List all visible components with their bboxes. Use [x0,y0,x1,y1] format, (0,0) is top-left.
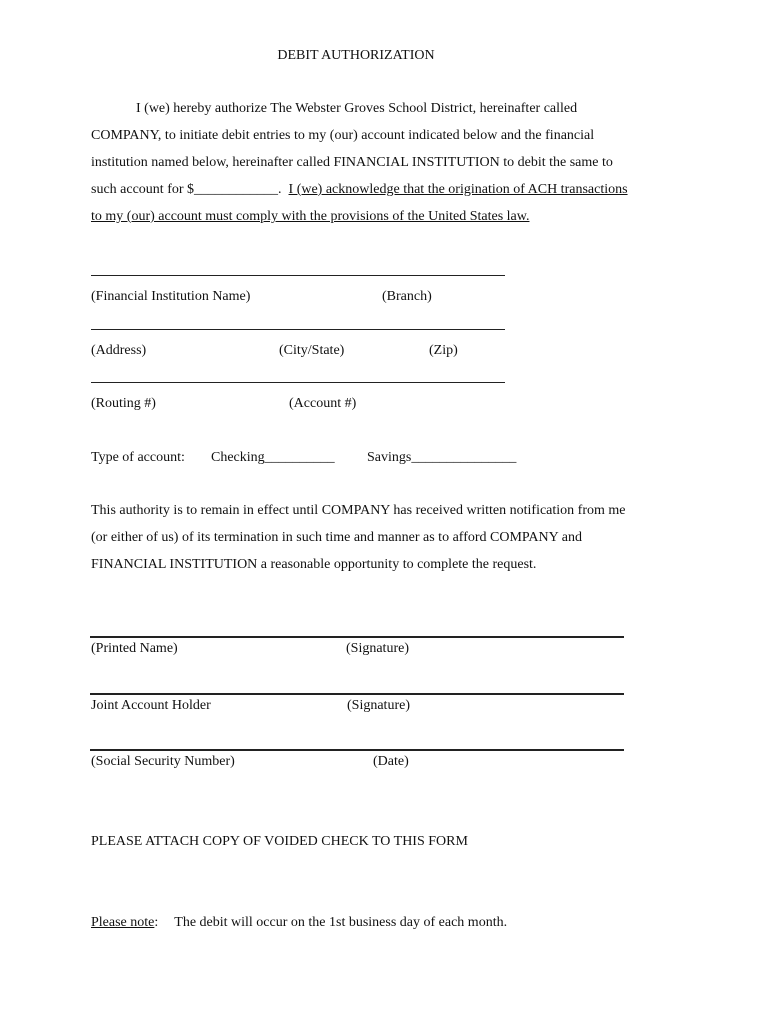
authorization-line-5: to my (our) account must comply with the provisions of the United States law. [91,209,530,224]
zip-label: (Zip) [429,343,458,358]
city-state-label: (City/State) [279,343,345,358]
financial-institution-name-label: (Financial Institution Name) [91,289,251,304]
authority-line-3: FINANCIAL INSTITUTION a reasonable opportunity to complete the request. [91,557,537,572]
authorization-line-1: I (we) hereby authorize The Webster Groves School District, hereinafter called [136,101,578,116]
ach-acknowledgement: I (we) acknowledge that the origination of ACH transactions [288,182,628,197]
joint-holder-signature-line[interactable] [90,693,624,695]
checking-option[interactable]: Checking__________ [211,450,335,465]
joint-account-holder-label: Joint Account Holder [91,698,211,713]
savings-option[interactable]: Savings_______________ [367,450,517,465]
institution-line[interactable] [91,275,505,276]
amount-blank[interactable]: ____________ [194,182,279,197]
signature-label-1: (Signature) [346,641,409,656]
account-type-label: Type of account: [91,450,185,465]
form-title: DEBIT AUTHORIZATION [277,48,435,63]
date-label: (Date) [373,754,409,769]
authority-line-2: (or either of us) of its termination in such time and manner as to afford COMPANY and [91,530,582,545]
branch-label: (Branch) [382,289,432,304]
ssn-label: (Social Security Number) [91,754,235,769]
authorization-line-2: COMPANY, to initiate debit entries to my (our) account indicated below and the financial [91,128,595,143]
address-line[interactable] [91,329,505,330]
signature-label-2: (Signature) [347,698,410,713]
routing-account-line[interactable] [91,382,505,383]
please-note-colon: : [154,915,159,930]
please-note-line [91,915,507,931]
attach-check-notice: PLEASE ATTACH COPY OF VOIDED CHECK TO THIS FORM [91,834,468,849]
authorization-line-3: institution named below, hereinafter called FINANCIAL INSTITUTION to debit the same to [91,155,613,170]
ssn-date-line[interactable] [90,749,624,751]
please-note-label: Please note [91,915,155,930]
amount-gap: . [278,182,289,197]
printed-name-signature-line[interactable] [90,636,624,638]
authorization-line-4 [91,182,628,198]
amount-prefix: such account for $ [91,182,195,197]
address-label: (Address) [91,343,147,358]
printed-name-label: (Printed Name) [91,641,178,656]
routing-label: (Routing #) [91,396,156,411]
authority-line-1: This authority is to remain in effect until COMPANY has received written notification from me [91,503,626,518]
account-label: (Account #) [289,396,357,411]
please-note-text: The debit will occur on the 1st business day of each month. [174,915,508,930]
